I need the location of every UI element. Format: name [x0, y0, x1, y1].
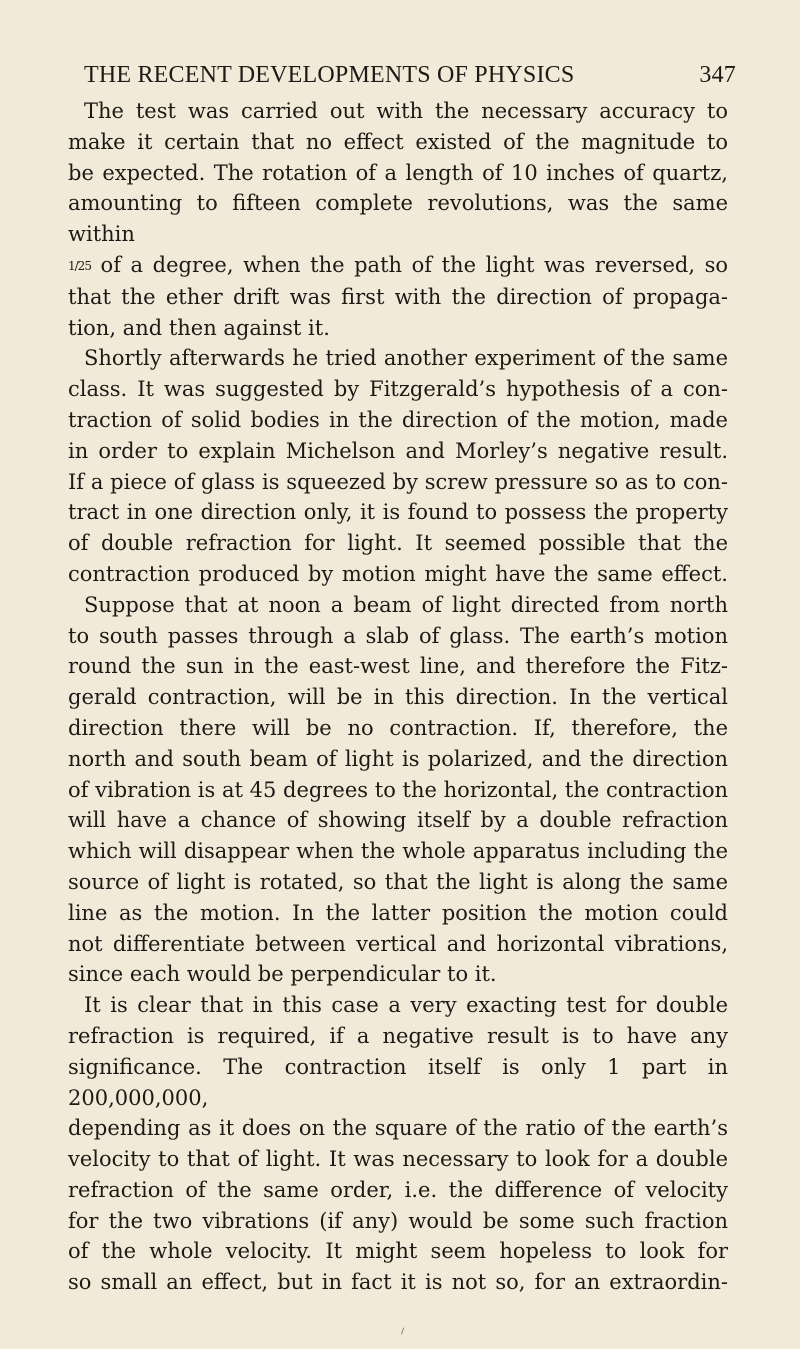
text-line: make it certain that no effect existed of the magnitude to [68, 129, 728, 154]
text-line: so small an effect, but in fact it is not so, for an extraordin- [68, 1270, 728, 1295]
running-title: THE RECENT DEVELOPMENTS OF PHYSICS [84, 62, 575, 88]
text-line: round the sun in the east-west line, and therefore the Fitz- [68, 654, 728, 679]
text-line: Shortly afterwards he tried another experiment of the same [84, 346, 728, 371]
paragraph-1 [68, 96, 728, 343]
text-line: since each would be perpendicular to it. [68, 962, 497, 987]
page-number: 347 [699, 62, 736, 88]
running-head [84, 62, 736, 92]
fraction: 1/25 [68, 258, 91, 273]
text-line: source of light is rotated, so that the light is along the same [68, 869, 728, 894]
text-line: significance. The contraction itself is only 1 part in 200,000,000, [68, 1054, 728, 1110]
text-line: tract in one direction only, it is found to possess the property [68, 500, 728, 525]
text-line: of double refraction for light. It seemed possible that the [68, 531, 728, 556]
text-line: will have a chance of showing itself by a double refraction [68, 808, 728, 833]
text-line: north and south beam of light is polarized, and the direction [68, 746, 728, 771]
text-line: refraction is required, if a negative result is to have any [68, 1023, 728, 1048]
paragraph-3 [68, 990, 728, 1298]
text-line: It is clear that in this case a very exacting test for double [84, 993, 728, 1018]
text-line: refraction of the same order, i.e. the difference of velocity [68, 1177, 728, 1202]
page-mark [401, 1328, 407, 1336]
text-line: which will disappear when the whole apparatus including the [68, 839, 728, 864]
text-line: velocity to that of light. It was necessary to look for a double [68, 1147, 728, 1172]
text-line: of the whole velocity. It might seem hopeless to look for [68, 1239, 728, 1264]
text-line: direction there will be no contraction. If, therefore, the [68, 715, 728, 740]
paragraph-2 [68, 343, 728, 990]
text-line-with-fraction [68, 250, 728, 282]
text-line: If a piece of glass is squeezed by screw pressure so as to con- [68, 469, 728, 494]
text-line: of vibration is at 45 degrees to the horizontal, the contraction [68, 777, 728, 802]
text-line: be expected. The rotation of a length of 10 inches of quartz, [68, 160, 728, 185]
text-line: line as the motion. In the latter position the motion could [68, 900, 728, 925]
body-text [68, 96, 728, 1298]
text-line: The test was carried out with the necessary accuracy to [84, 99, 728, 123]
text-line: contraction produced by motion might have the same effect. [68, 561, 728, 586]
text-line: traction of solid bodies in the direction of the motion, made [68, 407, 728, 432]
text-line: Suppose that at noon a beam of light directed from north [84, 592, 728, 617]
text-line: tion, and then against it. [68, 315, 330, 340]
text-line: in order to explain Michelson and Morley’s negative result. [68, 438, 728, 463]
text-line: not differentiate between vertical and horizontal vibrations, [68, 931, 728, 956]
text-line: that the ether drift was first with the direction of propaga- [68, 284, 728, 309]
text-line: gerald contraction, will be in this direction. In the vertical [68, 685, 728, 710]
text-line: depending as it does on the square of the ratio of the earth’s [68, 1116, 728, 1141]
text-line: for the two vibrations (if any) would be some such fraction [68, 1208, 728, 1233]
text-line: amounting to fifteen complete revolutions, was the same within [68, 191, 728, 247]
text-line: of a degree, when the path of the light was reversed, so [100, 252, 728, 277]
text-line: to south passes through a slab of glass. The earth’s motion [68, 623, 728, 648]
text-line: class. It was suggested by Fitzgerald’s hypothesis of a con- [68, 377, 728, 402]
